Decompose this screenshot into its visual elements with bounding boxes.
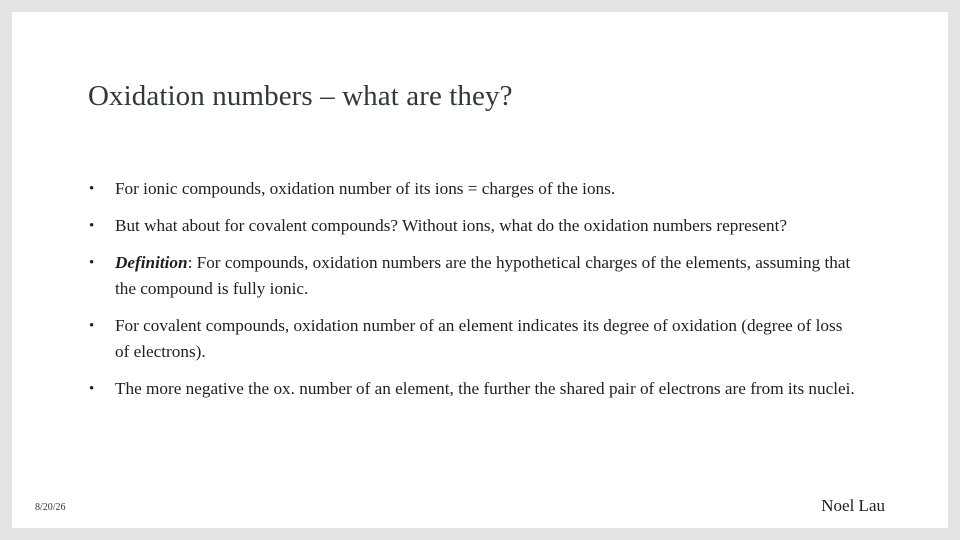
slide-title: Oxidation numbers – what are they? xyxy=(88,80,513,112)
bullet-item xyxy=(88,250,858,302)
bullet-text: But what about for covalent compounds? Without ions, what do the oxidation numbers represent? xyxy=(115,216,788,235)
bullet-item xyxy=(88,376,858,402)
slide xyxy=(12,12,948,528)
bullet-text: For covalent compounds, oxidation number of an element indicates its degree of oxidation (degree of loss of electrons). xyxy=(115,316,843,361)
bullet-marker: • xyxy=(89,255,95,271)
bullet-marker: • xyxy=(89,181,95,197)
bullet-text: For ionic compounds, oxidation number of its ions = charges of the ions. xyxy=(115,179,616,198)
bullet-marker: • xyxy=(89,381,95,397)
bullet-text: : For compounds, oxidation numbers are the hypothetical charges of the elements, assuming that the compound is fully ionic. xyxy=(115,253,851,298)
bullet-marker: • xyxy=(89,218,95,234)
bullet-text: The more negative the ox. number of an element, the further the shared pair of electrons are from its nuclei. xyxy=(115,379,855,398)
bullet-marker: • xyxy=(89,318,95,334)
bullet-item xyxy=(88,313,858,365)
footer-date: 8/20/26 xyxy=(35,502,66,513)
definition-term: Definition xyxy=(115,253,188,272)
bullet-item xyxy=(88,213,858,239)
footer-author: Noel Lau xyxy=(821,496,885,515)
bullet-list xyxy=(88,176,858,413)
bullet-item xyxy=(88,176,858,202)
